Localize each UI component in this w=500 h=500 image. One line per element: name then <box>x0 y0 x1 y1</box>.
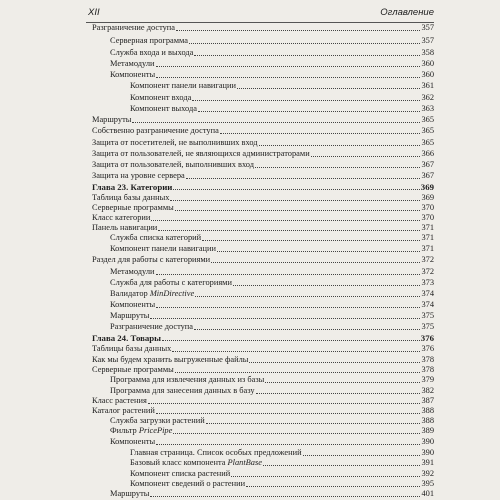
toc-entry <box>92 22 434 33</box>
dot-leader <box>173 433 420 434</box>
toc-entry-title: Серверная программа <box>110 36 189 45</box>
dot-leader <box>249 362 420 363</box>
toc-page-number: 361 <box>421 81 434 90</box>
toc-entry-title: Программа для занесения данных в базу <box>110 386 255 395</box>
toc-entry-title: Компоненты <box>110 70 156 79</box>
dot-leader <box>151 220 420 221</box>
toc-page-number: 390 <box>421 448 434 457</box>
toc-entry-title: Метамодули <box>110 59 155 68</box>
toc-page-number: 375 <box>421 311 434 320</box>
toc-page-number: 372 <box>421 267 434 276</box>
toc-entry <box>92 114 434 125</box>
toc-entry-title: Собственно разграничение доступа <box>92 126 219 135</box>
dot-leader <box>237 88 420 89</box>
toc-entry <box>92 125 434 136</box>
toc-page-number: 372 <box>421 255 434 264</box>
toc-entry-title: Компонент панели навигации <box>110 244 216 253</box>
toc-entry-title: Компонент входа <box>130 93 192 102</box>
toc-entry-title: Маршруты <box>110 311 150 320</box>
toc-page-number: 373 <box>421 278 434 287</box>
dot-leader <box>246 486 420 487</box>
toc-entry <box>110 266 434 277</box>
dot-leader <box>303 455 421 456</box>
toc-entry <box>110 69 434 80</box>
running-title: Оглавление <box>380 7 434 18</box>
toc-page-number: 371 <box>421 223 434 232</box>
toc-page-number: 390 <box>421 437 434 446</box>
toc-entry <box>110 299 434 310</box>
toc-page-number: 401 <box>421 489 434 498</box>
toc-entry-title: Метамодули <box>110 267 155 276</box>
toc-page-number: 392 <box>421 469 434 478</box>
dot-leader <box>206 423 421 424</box>
toc-entry-title: Каталог растений <box>92 406 155 415</box>
toc-entry-title: Базовый класс компонента PlantBase <box>130 458 262 467</box>
toc-entry-title: Маршруты <box>92 115 132 124</box>
toc-entry <box>130 92 434 103</box>
toc-entry <box>92 343 434 354</box>
toc-page-number: 360 <box>421 59 434 68</box>
toc-entry-title: Глава 24. Товары <box>92 333 162 343</box>
toc-entry-title: Служба для работы с категориями <box>110 278 232 287</box>
toc-entry-title: Компоненты <box>110 437 156 446</box>
toc-page-number: 365 <box>421 126 434 135</box>
toc-page-number: 371 <box>421 233 434 242</box>
toc-page-number: 365 <box>421 138 434 147</box>
toc-entry <box>110 321 434 332</box>
dot-leader <box>198 111 420 112</box>
toc-entry-title: Программа для извлечения данных из базы <box>110 375 265 384</box>
toc-entry <box>110 425 434 436</box>
toc-entry <box>110 35 434 46</box>
toc-chapter <box>92 181 434 192</box>
toc-page-number: 387 <box>421 396 434 405</box>
toc-page-number: 369 <box>420 182 434 192</box>
toc-entry <box>110 277 434 288</box>
toc-entry-title: Серверные программы <box>92 203 174 212</box>
toc-page-number: 360 <box>421 70 434 79</box>
dot-leader <box>148 403 421 404</box>
toc-page-number: 366 <box>421 149 434 158</box>
toc-page-number: 370 <box>421 203 434 212</box>
toc-entry <box>110 436 434 447</box>
dot-leader <box>202 240 420 241</box>
dot-leader <box>265 382 420 383</box>
toc-entry <box>92 170 434 181</box>
toc-entry <box>110 488 434 499</box>
dot-leader <box>256 393 421 394</box>
toc-entry-title: Серверные программы <box>92 365 174 374</box>
toc-page-number: 379 <box>421 375 434 384</box>
toc-entry-title: Компонент выхода <box>130 104 197 113</box>
toc-entry-title: Защита от посетителей, не выполнивших вход <box>92 138 258 147</box>
toc-entry-title: Главная страница. Список особых предложений <box>130 448 302 457</box>
toc-entry-title: Защита от пользователей, не являющихся администраторами <box>92 149 310 158</box>
toc-page-number: 374 <box>421 289 434 298</box>
toc-page-number: 363 <box>421 104 434 113</box>
dot-leader <box>150 496 420 497</box>
toc-page-number: 388 <box>421 416 434 425</box>
toc-entry <box>92 159 434 170</box>
dot-leader <box>194 329 420 330</box>
toc-page-number: 378 <box>421 365 434 374</box>
dot-leader <box>173 189 419 190</box>
toc-entry-title: Раздел для работы с категориями <box>92 255 211 264</box>
toc-entry-title: Маршруты <box>110 489 150 498</box>
toc-entry-title: Служба входа и выхода <box>110 48 194 57</box>
toc-entry-title: Разграничение доступа <box>92 23 176 32</box>
toc-page-number: 395 <box>421 479 434 488</box>
dot-leader <box>172 351 420 352</box>
toc-entry-title: Компоненты <box>110 300 156 309</box>
toc-entry-title: Таблица базы данных <box>92 193 170 202</box>
toc-page-number: 357 <box>421 36 434 45</box>
dot-leader <box>259 145 421 146</box>
toc-entry <box>130 80 434 91</box>
dot-leader <box>217 251 420 252</box>
toc-entry <box>110 232 434 243</box>
toc-entry-title: Компонент списка растений <box>130 469 231 478</box>
dot-leader <box>150 318 420 319</box>
toc-page-number: 382 <box>421 386 434 395</box>
dot-leader <box>263 465 420 466</box>
toc-entry-title: Панель навигации <box>92 223 158 232</box>
toc-entry <box>110 58 434 69</box>
toc-page-number: 375 <box>421 322 434 331</box>
dot-leader <box>156 274 421 275</box>
toc-entry <box>92 254 434 265</box>
toc-entry-title: Как мы будем хранить выгруженные файлы <box>92 355 249 364</box>
toc-entry-title: Защита на уровне сервера <box>92 171 185 180</box>
toc-page-number: 378 <box>421 355 434 364</box>
toc-entry-title: Глава 23. Категории <box>92 182 173 192</box>
dot-leader <box>194 55 420 56</box>
toc-page-number: 357 <box>421 23 434 32</box>
dot-leader <box>170 200 420 201</box>
toc-page-number: 371 <box>421 244 434 253</box>
toc-page-number: 365 <box>421 115 434 124</box>
toc-page-number: 376 <box>420 333 434 343</box>
toc-entry <box>110 374 434 385</box>
dot-leader <box>175 372 421 373</box>
toc-page-number: 358 <box>421 48 434 57</box>
dot-leader <box>132 122 420 123</box>
toc-entry <box>130 103 434 114</box>
toc-page-number: 391 <box>421 458 434 467</box>
toc-page-number: 367 <box>421 160 434 169</box>
toc-entry-title: Класс категории <box>92 213 151 222</box>
dot-leader <box>231 476 420 477</box>
toc-entry <box>92 148 434 159</box>
toc-entry <box>110 243 434 254</box>
toc-entry-title: Таблицы базы данных <box>92 344 172 353</box>
dot-leader <box>156 444 420 445</box>
toc-page-number: 389 <box>421 426 434 435</box>
dot-leader <box>311 156 421 157</box>
toc-page-number: 376 <box>421 344 434 353</box>
dot-leader <box>156 307 420 308</box>
toc-entry-title: Валидатор MinDirective <box>110 289 195 298</box>
dot-leader <box>158 230 420 231</box>
toc-entry-title: Служба загрузки растений <box>110 416 205 425</box>
toc-entry <box>110 310 434 321</box>
toc-entry <box>92 137 434 148</box>
dot-leader <box>211 262 420 263</box>
dot-leader <box>220 133 421 134</box>
dot-leader <box>186 178 421 179</box>
toc-page-number: 374 <box>421 300 434 309</box>
toc-page-number: 367 <box>421 171 434 180</box>
toc-chapter <box>92 332 434 343</box>
page-number: XII <box>88 7 100 18</box>
toc-entry-title: Компонент панели навигации <box>130 81 236 90</box>
dot-leader <box>233 285 420 286</box>
toc-entry-title: Защита от пользователей, выполнивших вход <box>92 160 255 169</box>
toc-entry <box>110 47 434 58</box>
toc-entry-title: Класс растения <box>92 396 147 405</box>
toc-page-number: 388 <box>421 406 434 415</box>
toc-entry <box>110 288 434 299</box>
dot-leader <box>176 30 420 31</box>
dot-leader <box>192 100 420 101</box>
dot-leader <box>189 43 420 44</box>
toc-page-number: 369 <box>421 193 434 202</box>
dot-leader <box>156 66 421 67</box>
toc-entry <box>130 457 434 468</box>
dot-leader <box>255 167 420 168</box>
dot-leader <box>162 340 420 341</box>
toc-entry-title: Компонент сведений о растении <box>130 479 246 488</box>
toc-entry-title: Служба списка категорий <box>110 233 202 242</box>
dot-leader <box>195 296 420 297</box>
toc-page-number: 362 <box>421 93 434 102</box>
toc-entry-title: Фильтр PricePipe <box>110 426 173 435</box>
toc-page-number: 370 <box>421 213 434 222</box>
dot-leader <box>175 210 421 211</box>
dot-leader <box>156 413 421 414</box>
dot-leader <box>156 77 420 78</box>
toc-entry-title: Разграничение доступа <box>110 322 194 331</box>
